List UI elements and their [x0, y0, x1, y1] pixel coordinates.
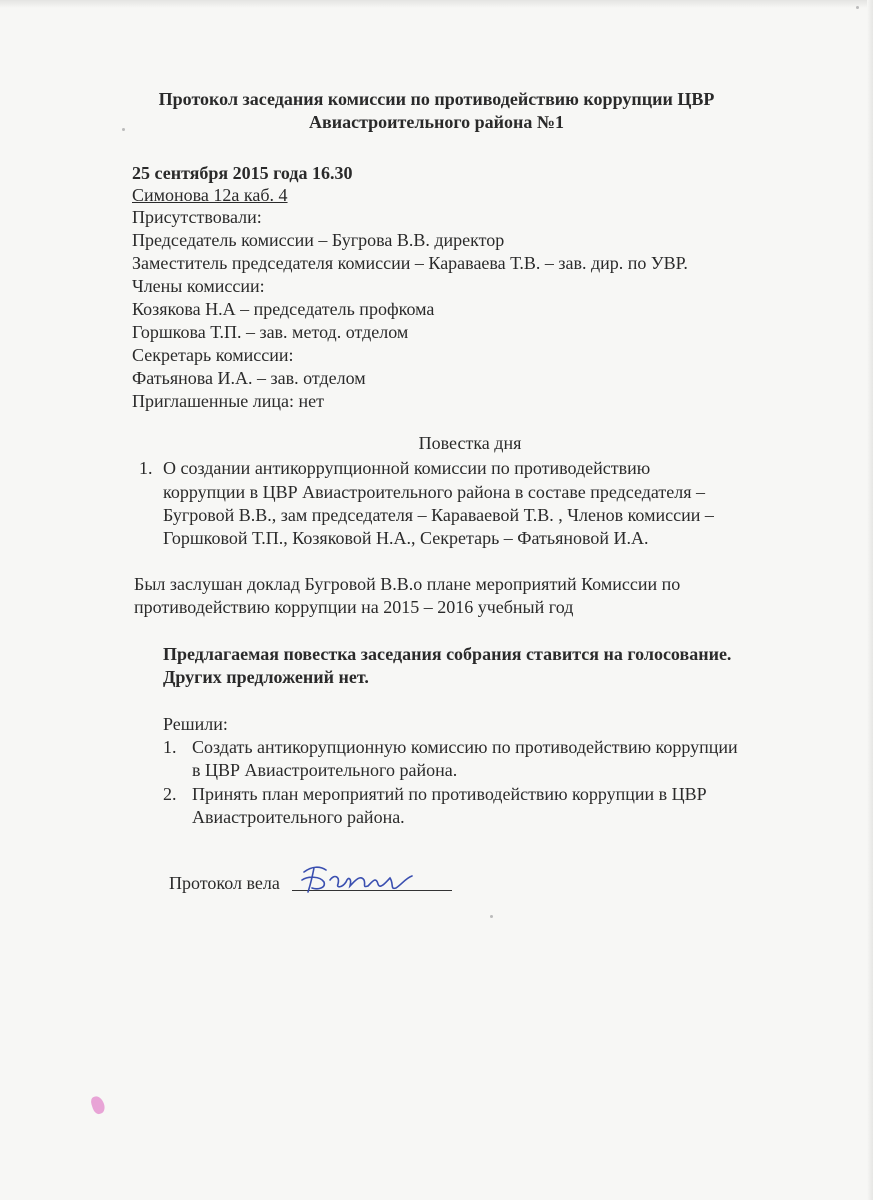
agenda-item-line: коррупции в ЦВР Авиастроительного района в составе председателя – — [163, 482, 706, 502]
agenda-item-line: Бугровой В.В., зам председателя – Караваевой Т.В. , Членов комиссии – — [163, 505, 714, 525]
signature-label: Протокол вела — [169, 873, 280, 893]
agenda-item-line: Горшковой Т.П., Козяковой Н.А., Секретарь – Фатьяновой И.А. — [163, 528, 649, 548]
member-line: Горшкова Т.П. – зав. метод. отделом — [132, 322, 409, 342]
meeting-date: 25 сентября 2015 года 16.30 — [132, 163, 353, 183]
scan-edge-top — [0, 0, 873, 8]
agenda-heading: Повестка дня — [418, 433, 522, 453]
decision-line: Создать антикорупционную комиссию по противодействию коррупции — [192, 737, 738, 757]
pink-smudge — [90, 1095, 107, 1116]
handwritten-signature — [298, 858, 418, 898]
decision-line: Авиастроительного района. — [192, 807, 405, 827]
secretary-line: Фатьянова И.А. – зав. отделом — [132, 368, 366, 388]
decision-line: Принять план мероприятий по противодействию коррупции в ЦВР — [192, 784, 707, 804]
agenda-item-line: О создании антикоррупционной комиссии по противодействию — [163, 458, 651, 478]
present-label: Присутствовали: — [132, 207, 262, 227]
document-title-line1: Протокол заседания комиссии по противодействию коррупции ЦВР — [158, 89, 715, 109]
member-line: Козякова Н.А – председатель профкома — [132, 299, 435, 319]
members-label: Члены комиссии: — [132, 276, 265, 296]
secretary-label: Секретарь комиссии: — [132, 345, 294, 365]
agenda-item-number: 1. — [139, 458, 153, 478]
scan-speck — [856, 6, 859, 9]
scan-speck — [490, 915, 493, 918]
chair-line: Председатель комиссии – Бугрова В.В. директор — [132, 230, 505, 250]
decision-number: 2. — [163, 784, 177, 804]
decision-number: 1. — [163, 737, 177, 757]
meeting-place: Симонова 12а каб. 4 — [132, 185, 288, 205]
invited-line: Приглашенные лица: нет — [132, 391, 324, 411]
report-line: Был заслушан доклад Бугровой В.В.о плане мероприятий Комиссии по — [134, 574, 681, 594]
report-line: противодействию коррупции на 2015 – 2016 учебный год — [134, 597, 574, 617]
decisions-label: Решили: — [163, 714, 228, 734]
decision-line: в ЦВР Авиастроительного района. — [192, 760, 458, 780]
deputy-line: Заместитель председателя комиссии – Караваева Т.В. – зав. дир. по УВР. — [132, 253, 688, 273]
scan-edge-right — [867, 0, 873, 1200]
vote-line: Предлагаемая повестка заседания собрания ставится на голосование. — [163, 644, 732, 664]
vote-line: Других предложений нет. — [163, 667, 369, 687]
document-title-line2: Авиастроительного района №1 — [309, 112, 564, 132]
